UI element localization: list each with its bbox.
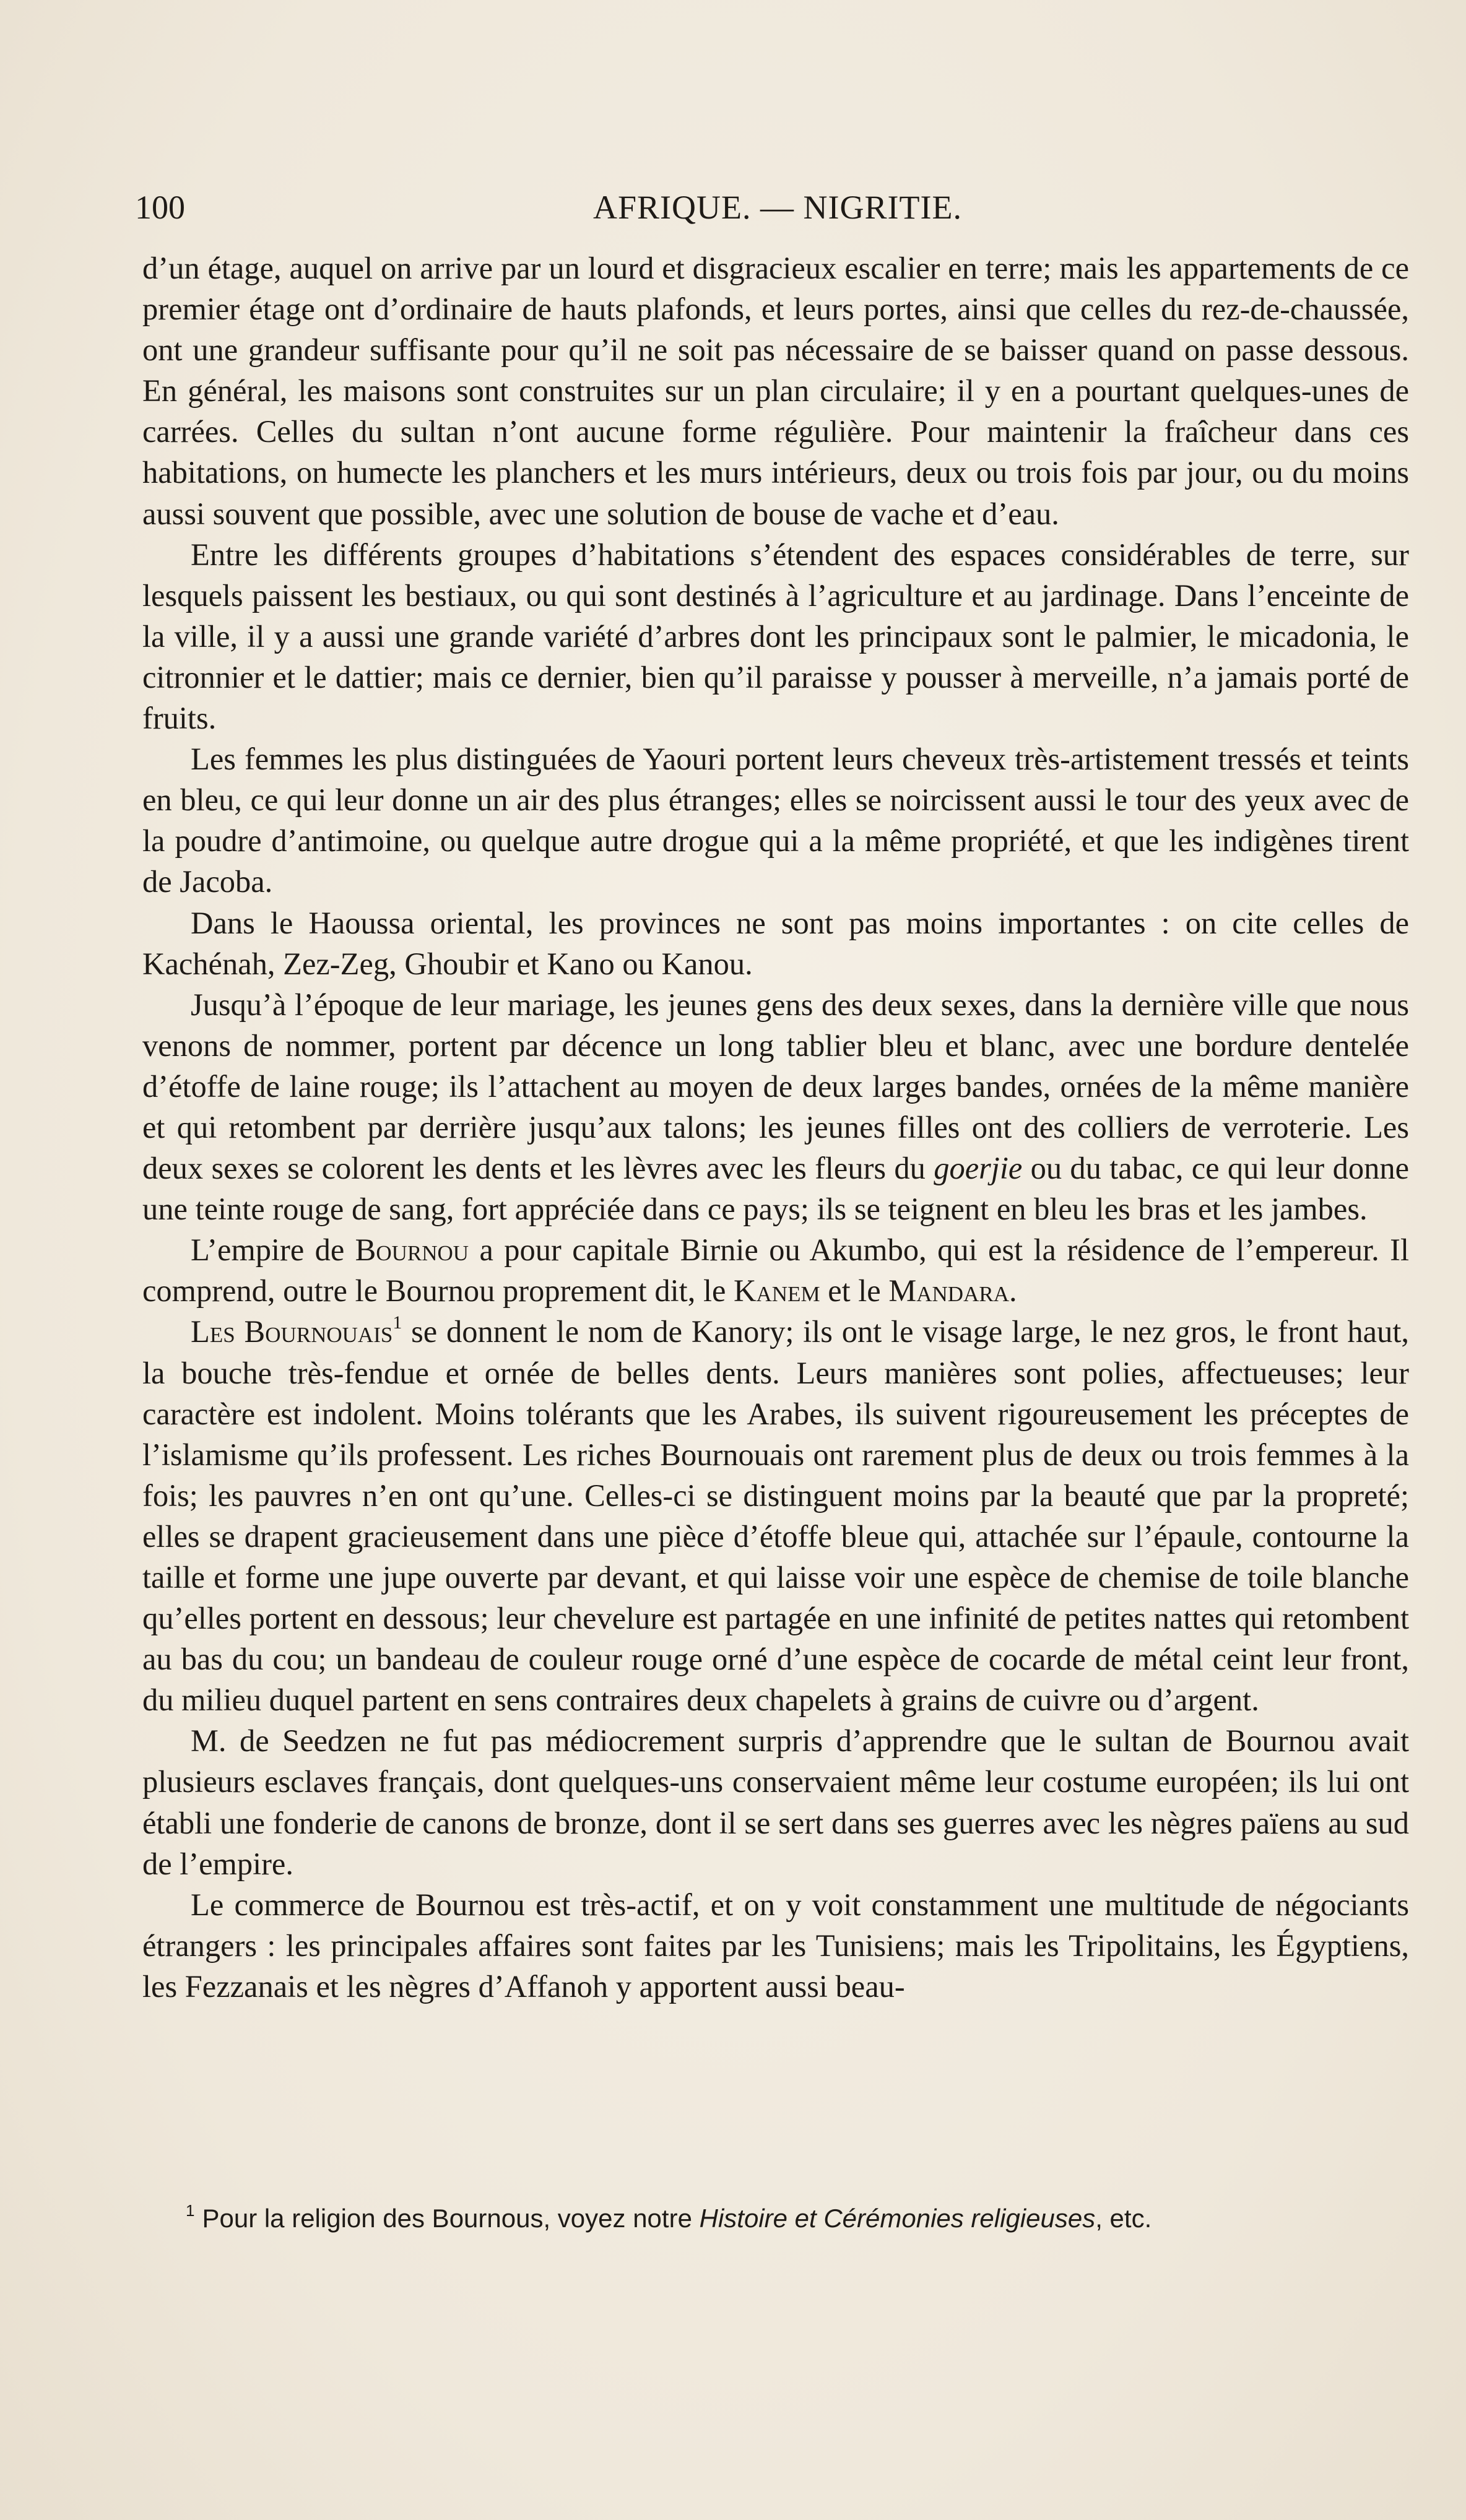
paragraph-5 bbox=[142, 984, 1409, 1230]
smallcaps-bournou: Bournou bbox=[355, 1232, 469, 1268]
paragraph-6-text-2: a pour capitale Birnie ou Akumbo, qui est la résidence de l’empereur. Il comprend, outre le Bournou proprement dit, le bbox=[142, 1232, 1409, 1309]
paragraph-3: Les femmes les plus distinguées de Yaouri portent leurs cheveux très-artistement tressés et teints en bleu, ce qui leur donne un air des plus étranges; elles se noircissent aussi le tour des yeux avec de la poudre d’antimoine, ou quelque autre drogue qui a la même propriété, et que les indigènes tirent de Jacoba. bbox=[142, 742, 1409, 899]
paragraph-1: d’un étage, auquel on arrive par un lourd et disgracieux escalier en terre; mais les appartements de ce premier étage ont d’ordinaire de hauts plafonds, et leurs portes, ainsi que celles du rez-de-chaussée, ont une grandeur suffisante pour qu’il ne soit pas nécessaire de se baisser quand on passe dessous. En général, les maisons sont construites sur un plan circulaire; il y en a pourtant quelques-unes de carrées. Celles du sultan n’ont aucune forme régulière. Pour maintenir la fraîcheur dans ces habitations, on humecte les planchers et les murs intérieurs, deux ou trois fois par jour, ou du moins aussi souvent que possible, avec une solution de bouse de vache et d’eau. bbox=[142, 251, 1409, 531]
running-title: AFRIQUE. — NIGRITIE. bbox=[593, 189, 962, 226]
smallcaps-bournouais: Les Bournouais bbox=[191, 1314, 393, 1349]
paragraph-4: Dans le Haoussa oriental, les provinces ne sont pas moins importantes : on cite celles de Kachénah, Zez-Zeg, Ghoubir et Kano ou Kanou. bbox=[142, 905, 1409, 981]
footnote bbox=[186, 2200, 1300, 2237]
paragraph-9: Le commerce de Bournou est très-actif, et on y voit constamment une multitude de négociants étrangers : les principales affaires sont faites par les Tunisiens; mais les Tripolitains, les Égyptiens, les Fezzanais et les nègres d’Affanoh y apportent aussi beau- bbox=[142, 1887, 1409, 2004]
paragraph-8: M. de Seedzen ne fut pas médiocrement surpris d’apprendre que le sultan de Bournou avait plusieurs esclaves français, dont quelques-uns conservaient même leur costume européen; ils lui ont établi une fonderie de canons de bronze, dont il se sert dans ses guerres avec les nègres païens au sud de l’empire. bbox=[142, 1723, 1409, 1881]
paragraph-5-text-end: ou du tabac, ce qui leur donne une teinte rouge de sang, fort appréciée dans ce pays; ils se teignent en bleu les bras et les jambes. bbox=[142, 1151, 1409, 1227]
paragraph-7-text: se donnent le nom de Kanory; ils ont le visage large, le nez gros, le front haut, la bouche très-fendue et ornée de belles dents. Leurs manières sont polies, affectueuses; leur caractère est indolent. Moins tolérants que les Arabes, ils suivent rigoureusement les préceptes de l’islamisme qu’ils professent. Les riches Bournouais ont rarement plus de deux ou trois femmes à la fois; les pauvres n’en ont qu’une. Celles-ci se distinguent moins par la beauté que par la propreté; elles se drapent gracieusement dans une pièce d’étoffe bleue qui, attachée sur l’épaule, contourne la taille et forme une jupe ouverte par devant, et qui laisse voir une espèce de chemise de toile blanche qu’elles portent en dessous; leur chevelure est partagée en une infinité de petites nattes qui retombent au bas du cou; un bandeau de couleur rouge orné d’une espèce de cocarde de métal ceint leur front, du milieu duquel partent en sens contraires deux chapelets à grains de cuivre ou d’argent. bbox=[142, 1314, 1409, 1718]
smallcaps-kanem: Kanem bbox=[734, 1273, 820, 1309]
paragraph-6 bbox=[142, 1229, 1409, 1311]
page-header bbox=[135, 186, 965, 229]
footnote-reference: 1 bbox=[393, 1312, 402, 1333]
footnote-text-end: , etc. bbox=[1095, 2204, 1152, 2233]
paragraph-6-text-3: et le bbox=[820, 1273, 889, 1309]
body-text bbox=[142, 248, 1409, 2007]
page-number: 100 bbox=[135, 189, 185, 226]
smallcaps-mandara: Mandara bbox=[888, 1273, 1009, 1309]
paragraph-6-text-4: . bbox=[1008, 1273, 1017, 1309]
footnote-italic-title: Histoire et Cérémonies religieuses bbox=[699, 2204, 1096, 2233]
paragraph-2: Entre les différents groupes d’habitations s’étendent des espaces considérables de terre, sur lesquels paissent les bestiaux, ou qui sont destinés à l’agriculture et au jardinage. Dans l’enceinte de la ville, il y a aussi une grande variété d’arbres dont les principaux sont le palmier, le micadonia, le citronnier et le dattier; mais ce dernier, bien qu’il paraisse y pousser à merveille, n’a jamais porté de fruits. bbox=[142, 537, 1409, 736]
footnote-mark: 1 bbox=[186, 2201, 195, 2220]
paragraph-5-text: Jusqu’à l’époque de leur mariage, les jeunes gens des deux sexes, dans la dernière ville que nous venons de nommer, portent par décence un long tablier bleu et blanc, avec une bordure dentelée d’étoffe de laine rouge; ils l’attachent au moyen de deux larges bandes, ornées de la même manière et qui retombent par derrière jusqu’aux talons; les jeunes filles ont des colliers de verroterie. Les deux sexes se colorent les dents et les lèvres avec les fleurs du bbox=[142, 987, 1409, 1186]
paragraph-6-text: L’empire de bbox=[191, 1232, 355, 1268]
paragraph-7 bbox=[142, 1311, 1409, 1720]
footnote-text: Pour la religion des Bournous, voyez notre bbox=[202, 2204, 700, 2233]
italic-term-goerjie: goerjie bbox=[934, 1151, 1023, 1186]
